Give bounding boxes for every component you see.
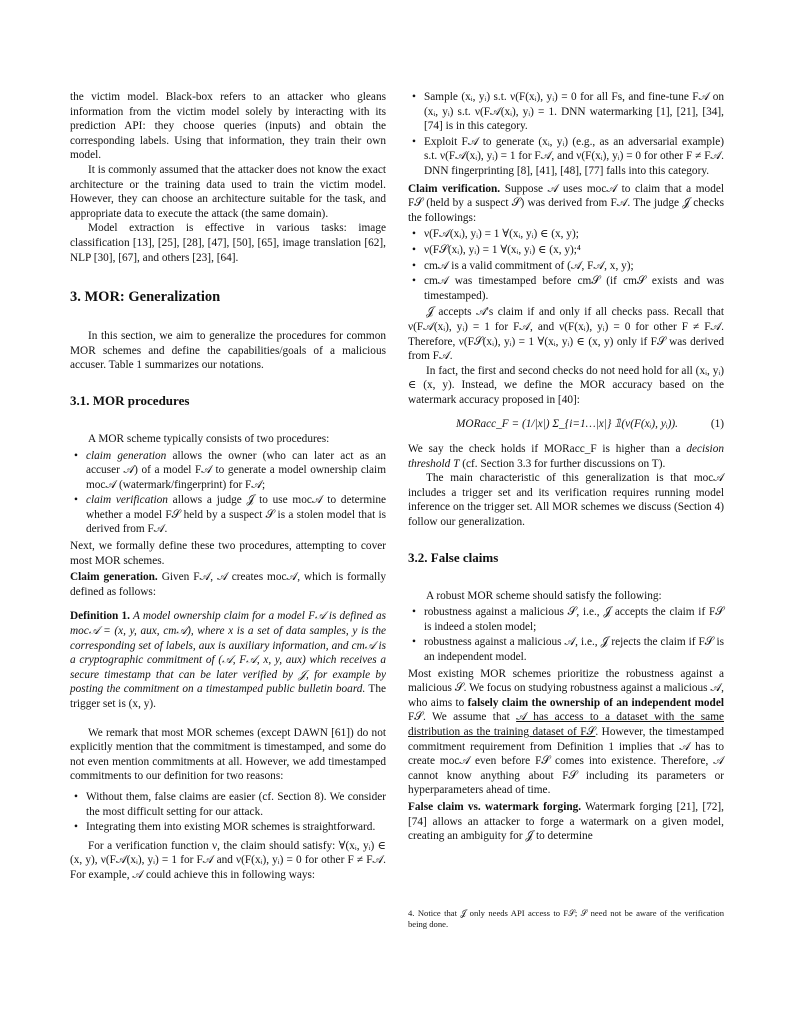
list-item: • robustness against a malicious 𝒮, i.e., 𝒥 accepts the claim if F𝒮 is indeed a stolen model; — [408, 605, 724, 634]
term: claim verification — [86, 494, 168, 507]
paragraph: For a verification function ν, the claim should satisfy: ∀(xᵢ, yᵢ) ∈ (x, y), ν(F𝒜(xᵢ), yᵢ) = 1 for F𝒜 and ν(F(xᵢ), yᵢ) = 0 for other F ≠ F𝒜. For example, 𝒜 could achieve this in following ways: — [70, 839, 386, 881]
paragraph-text: (cf. Section 3.3 for further discussions on T). — [459, 457, 666, 470]
paragraph: The main characteristic of this generalization is that moc𝒜 includes a trigger set and its verification requires running model inference on the trigger set. All MOR schemes we discuss (Section 4) follow our generalization. — [408, 472, 724, 529]
paragraph: It is commonly assumed that the attacker does not know the exact architecture or the training data used to train the victim model. However, they can choose an architecture suitable for the task, and appropriate data to execute the attack (the same domain). — [70, 163, 386, 220]
list-item: • ν(F𝒮(xᵢ), yᵢ) = 1 ∀(xᵢ, yᵢ) ∈ (x, y);⁴ — [408, 243, 724, 258]
paragraph — [408, 442, 724, 471]
term: decision threshold T — [408, 443, 724, 470]
section-3-intro: In this section, we aim to generalize the procedures for common MOR schemes and define the capabilities/goals of a malicious accuser. Table 1 summarizes our notations. — [70, 330, 386, 372]
footnote: 4. Notice that 𝒥 only needs API access to F𝒮; 𝒮 need not be aware of the verification being done. — [408, 908, 724, 929]
list-item: • robustness against a malicious 𝒜, i.e., 𝒥 rejects the claim if F𝒮 is an independent model. — [408, 635, 724, 664]
run-in-heading: Claim generation. — [70, 571, 158, 584]
run-in-heading: Claim verification. — [408, 182, 501, 195]
paragraph-text: Most existing MOR schemes prioritize the robustness against a malicious 𝒮. We focus on studying robustness against a malicious 𝒜, who aims to — [408, 667, 724, 709]
section-3-heading: 3. MOR: Generalization — [70, 289, 221, 306]
list-item: • Without them, false claims are easier (cf. Section 8). We consider the most difficult setting for our attack. — [70, 790, 386, 819]
paragraph — [408, 182, 724, 226]
paragraph-text: Given F𝒜, 𝒜 creates moc𝒜, which is formally defined as follows: — [70, 571, 386, 598]
paragraph: 𝒥 accepts 𝒜's claim if and only if all checks pass. Recall that ν(F𝒜(xᵢ), yᵢ) = 1 for F𝒜, and ν(F(xᵢ), yᵢ) = 0 for other F ≠ F𝒜. Therefore, ν(F𝒮(xᵢ), yᵢ) = 1 ∀(xᵢ, yᵢ) ∈ (x, y) only if F𝒮 was derived from F𝒜. — [408, 306, 724, 363]
emphasis: falsely claim the ownership of an independent model — [467, 696, 724, 709]
paragraph — [408, 667, 724, 798]
paragraph-text: Suppose 𝒜 uses moc𝒜 to claim that a model F𝒮 (held by a suspect 𝒮) was derived from F𝒜. The judge 𝒥 checks the followings: — [408, 182, 724, 224]
list-item: • Integrating them into existing MOR schemes is straightforward. — [70, 820, 386, 835]
list-item-text: allows a judge 𝒥 to use moc𝒜 to determine whether a model F𝒮 held by a suspect 𝒮 is a stolen model that is derived from F𝒜. — [86, 494, 387, 536]
list-item: • Sample (xᵢ, yᵢ) s.t. ν(F(xᵢ), yᵢ) = 0 for all Fs, and fine-tune F𝒜 on (xᵢ, yᵢ) s.t. ν(F𝒜(xᵢ), yᵢ) = 1. DNN watermarking [1], [21], [34], [74] is in this category. — [408, 90, 724, 134]
reason-list — [70, 790, 386, 835]
underlined-text: 𝒜 has access to a dataset with the same distribution as the training dataset of F𝒮 — [408, 711, 724, 738]
run-in-heading: False claim vs. watermark forging. — [408, 800, 582, 813]
paragraph-text: F𝒮. We assume that — [408, 711, 517, 724]
definition-tail: The trigger set is (x, y). — [70, 683, 386, 710]
right-column — [408, 90, 724, 844]
equation-number: (1) — [710, 418, 724, 431]
paragraph: the victim model. Black-box refers to an attacker who gleans information from the victim model solely by interacting with its prediction API: they choose queries (inputs) and obtain the corresponding labels. Using that information, they train their own model. — [70, 91, 386, 162]
term: claim generation — [86, 449, 167, 462]
definition-1 — [70, 609, 386, 711]
section-3-1-heading: 3.1. MOR procedures — [70, 392, 190, 408]
paragraph: Model extraction is effective in various tasks: image classification [13], [25], [28], [47], [50], [65], image translation [62], NLP [30], [67], and others [23], [64]. — [70, 222, 386, 264]
list-item: • cm𝒜 was timestamped before cm𝒮 (if cm𝒮 exists and was timestamped). — [408, 274, 724, 303]
definition-text: A model ownership claim for a model F𝒜 is defined as moc𝒜 = (x, y, aux, cm𝒜), where x is a set of data samples, y is the corresponding set of labels, aux is auxiliary information, and cm𝒜 is a cryptographic commitment of (𝒜, F𝒜, x, y, aux) which receives a secure timestamp that can be later verified by 𝒥, for example by posting the commitment on a timestamped public bulletin board. — [70, 610, 387, 696]
paragraph-text: Watermark forging [21], [72], [74] allows an attacker to forge a watermark on a given model, creating an ambiguity for 𝒥 to determine — [408, 800, 724, 843]
paragraph: We remark that most MOR schemes (except DAWN [61]) do not explicitly mention that the commitment is timestamped, and some do not even mention commitments at all. However, we add timestamped commitments to our definition for two reasons: — [70, 726, 386, 783]
paragraph: In fact, the first and second checks do not need hold for all (xᵢ, yᵢ) ∈ (x, y). Instead, we define the MOR accuracy based on the watermark accuracy proposed in [40]: — [408, 364, 724, 406]
paragraph: Next, we formally define these two procedures, attempting to cover most MOR schemes. — [70, 540, 386, 567]
list-item — [70, 493, 386, 537]
paragraph-text: . However, the timestamped commitment requirement from Definition 1 implies that 𝒜 has to create moc𝒜 even before F𝒮 comes into existence. Therefore, 𝒜 cannot know anything about F𝒮 including its parameters or hyperparameters ahead of time. — [408, 725, 724, 797]
robustness-list — [408, 605, 724, 664]
left-column — [70, 90, 386, 883]
list-item: • ν(F𝒜(xᵢ), yᵢ) = 1 ∀(xᵢ, yᵢ) ∈ (x, y); — [408, 227, 724, 242]
list-item-text: allows the owner (who can later act as an accuser 𝒜) of a model F𝒜 to generate a model ownership claim moc𝒜 (watermark/fingerprint) for F𝒜; — [86, 449, 386, 491]
equation-1 — [408, 417, 724, 432]
paragraph-text: We say the check holds if MORacc_F is higher than a — [408, 443, 687, 456]
list-item — [70, 449, 386, 493]
procedure-list — [70, 449, 386, 538]
paragraph — [408, 800, 724, 844]
paragraph: A MOR scheme typically consists of two procedures: — [88, 432, 330, 445]
paragraph: A robust MOR scheme should satisfy the following: — [426, 589, 662, 602]
equation-body: MORacc_F = (1/|x|) Σ_{i=1…|x|} 𝟙(ν(F(xᵢ), yᵢ)). — [456, 418, 678, 431]
method-list — [408, 90, 724, 179]
paragraph — [70, 570, 386, 599]
list-item: • Exploit F𝒜 to generate (xᵢ, yᵢ) (e.g., as an adversarial example) s.t. ν(F𝒜(xᵢ), yᵢ) = 1 for F𝒜, and ν(F(xᵢ), yᵢ) = 0 for other F ≠ F𝒜. DNN fingerprinting [8], [41], [48], [77] falls into this category. — [408, 135, 724, 179]
list-item: • cm𝒜 is a valid commitment of (𝒜, F𝒜, x, y); — [408, 259, 724, 274]
section-3-2-heading: 3.2. False claims — [408, 549, 499, 565]
check-list — [408, 227, 724, 303]
definition-label: Definition 1. — [70, 610, 130, 623]
